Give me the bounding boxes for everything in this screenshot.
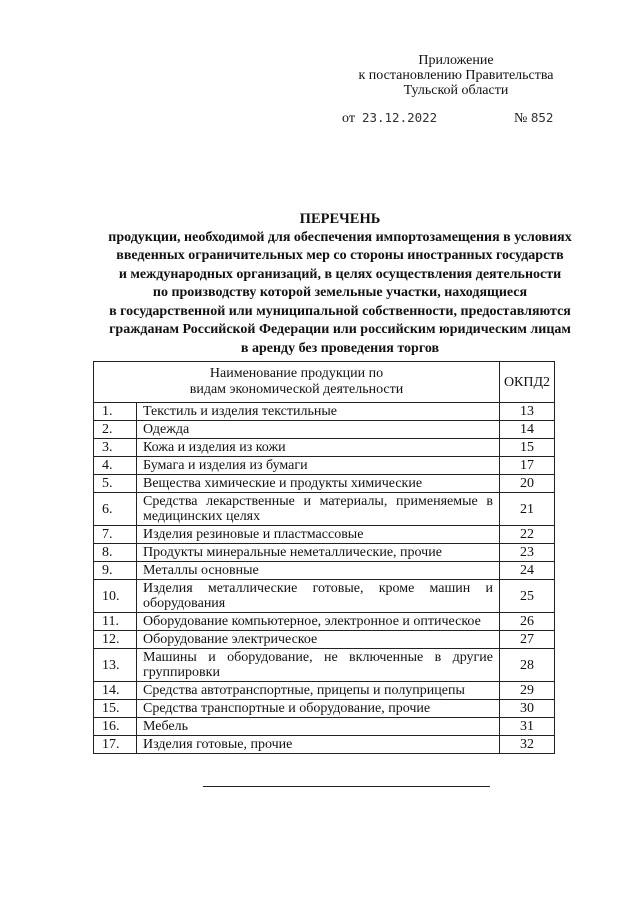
title-line: в аренду без проведения торгов [240, 340, 440, 356]
row-okpd2-code: 27 [500, 631, 555, 649]
table-row [94, 613, 555, 631]
row-product-name: Изделия готовые, прочие [137, 736, 500, 754]
table-row [94, 649, 555, 682]
number-label: № [514, 111, 528, 126]
title-line: введенных ограничительных мер со стороны иностранных государств [116, 248, 564, 263]
row-product-name: Оборудование электрическое [137, 631, 500, 649]
row-product-name: Мебель [137, 718, 500, 736]
row-number: 7. [94, 526, 137, 544]
row-number: 3. [94, 439, 137, 457]
row-product-name: Одежда [137, 421, 500, 439]
table-row [94, 457, 555, 475]
row-product-name: Изделия металлические готовые, кроме машин и оборудования [137, 580, 500, 613]
row-number: 4. [94, 457, 137, 475]
table-row [94, 544, 555, 562]
row-product-name: Средства автотранспортные, прицепы и полуприцепы [137, 682, 500, 700]
row-product-name: Машины и оборудование, не включенные в другие группировки [137, 649, 500, 682]
row-okpd2-code: 31 [500, 718, 555, 736]
appendix-block [340, 53, 572, 98]
table-body [94, 403, 555, 754]
table-row [94, 439, 555, 457]
row-number: 17. [94, 736, 137, 754]
row-number: 2. [94, 421, 137, 439]
date-prefix: от [342, 111, 355, 126]
products-table [93, 361, 555, 754]
row-okpd2-code: 14 [500, 421, 555, 439]
table-row [94, 475, 555, 493]
row-okpd2-code: 26 [500, 613, 555, 631]
row-number: 16. [94, 718, 137, 736]
row-okpd2-code: 20 [500, 475, 555, 493]
title-line: продукции, необходимой для обеспечения импортозамещения в условиях [108, 229, 572, 245]
table-row [94, 562, 555, 580]
table-row [94, 631, 555, 649]
row-product-name: Металлы основные [137, 562, 500, 580]
row-product-name: Текстиль и изделия текстильные [137, 403, 500, 421]
row-number: 6. [94, 493, 137, 526]
row-number: 15. [94, 700, 137, 718]
row-product-name: Продукты минеральные неметаллические, прочие [137, 544, 500, 562]
title-line: и международных организаций, в целях осуществления деятельности [118, 266, 562, 282]
table-row [94, 421, 555, 439]
row-number: 13. [94, 649, 137, 682]
title-line: по производству которой земельные участки, находящиеся [152, 285, 528, 300]
table-row [94, 580, 555, 613]
document-title [60, 210, 620, 358]
table-header-row [94, 362, 555, 403]
row-okpd2-code: 22 [500, 526, 555, 544]
row-okpd2-code: 15 [500, 439, 555, 457]
row-product-name: Кожа и изделия из кожи [137, 439, 500, 457]
row-okpd2-code: 24 [500, 562, 555, 580]
table-row [94, 682, 555, 700]
row-okpd2-code: 25 [500, 580, 555, 613]
row-number: 1. [94, 403, 137, 421]
row-number: 11. [94, 613, 137, 631]
column-header-name [94, 362, 500, 403]
row-okpd2-code: 13 [500, 403, 555, 421]
appendix-line: к постановлению Правительства [358, 68, 554, 83]
title-line: в государственной или муниципальной собственности, предоставляются [109, 303, 571, 319]
row-number: 8. [94, 544, 137, 562]
row-number: 5. [94, 475, 137, 493]
column-header-name-line: Наименование продукции по [209, 366, 384, 381]
document-date: 23.12.2022 [361, 110, 438, 125]
closing-rule [203, 786, 490, 787]
row-okpd2-code: 28 [500, 649, 555, 682]
row-okpd2-code: 32 [500, 736, 555, 754]
appendix-line: Тульской области [403, 83, 509, 98]
row-okpd2-code: 29 [500, 682, 555, 700]
document-number-block [514, 110, 553, 127]
row-okpd2-code: 21 [500, 493, 555, 526]
row-number: 14. [94, 682, 137, 700]
title-heading: ПЕРЕЧЕНЬ [299, 211, 381, 227]
column-header-code: ОКПД2 [500, 362, 555, 403]
table-row [94, 718, 555, 736]
row-product-name: Изделия резиновые и пластмассовые [137, 526, 500, 544]
row-product-name: Средства транспортные и оборудование, прочие [137, 700, 500, 718]
row-product-name: Вещества химические и продукты химические [137, 475, 500, 493]
document-number: 852 [530, 110, 554, 125]
column-header-name-line: видам экономической деятельности [189, 382, 404, 397]
table-row [94, 736, 555, 754]
title-line: гражданам Российской Федерации или российским юридическим лицам [109, 322, 571, 337]
row-okpd2-code: 30 [500, 700, 555, 718]
row-product-name: Средства лекарственные и материалы, применяемые в медицинских целях [137, 493, 500, 526]
row-okpd2-code: 23 [500, 544, 555, 562]
table-row [94, 403, 555, 421]
row-number: 10. [94, 580, 137, 613]
date-number-line [342, 110, 572, 127]
row-product-name: Оборудование компьютерное, электронное и оптическое [137, 613, 500, 631]
table-row [94, 700, 555, 718]
table-row [94, 526, 555, 544]
appendix-line: Приложение [418, 53, 494, 68]
row-number: 9. [94, 562, 137, 580]
row-number: 12. [94, 631, 137, 649]
row-okpd2-code: 17 [500, 457, 555, 475]
row-product-name: Бумага и изделия из бумаги [137, 457, 500, 475]
table-row [94, 493, 555, 526]
